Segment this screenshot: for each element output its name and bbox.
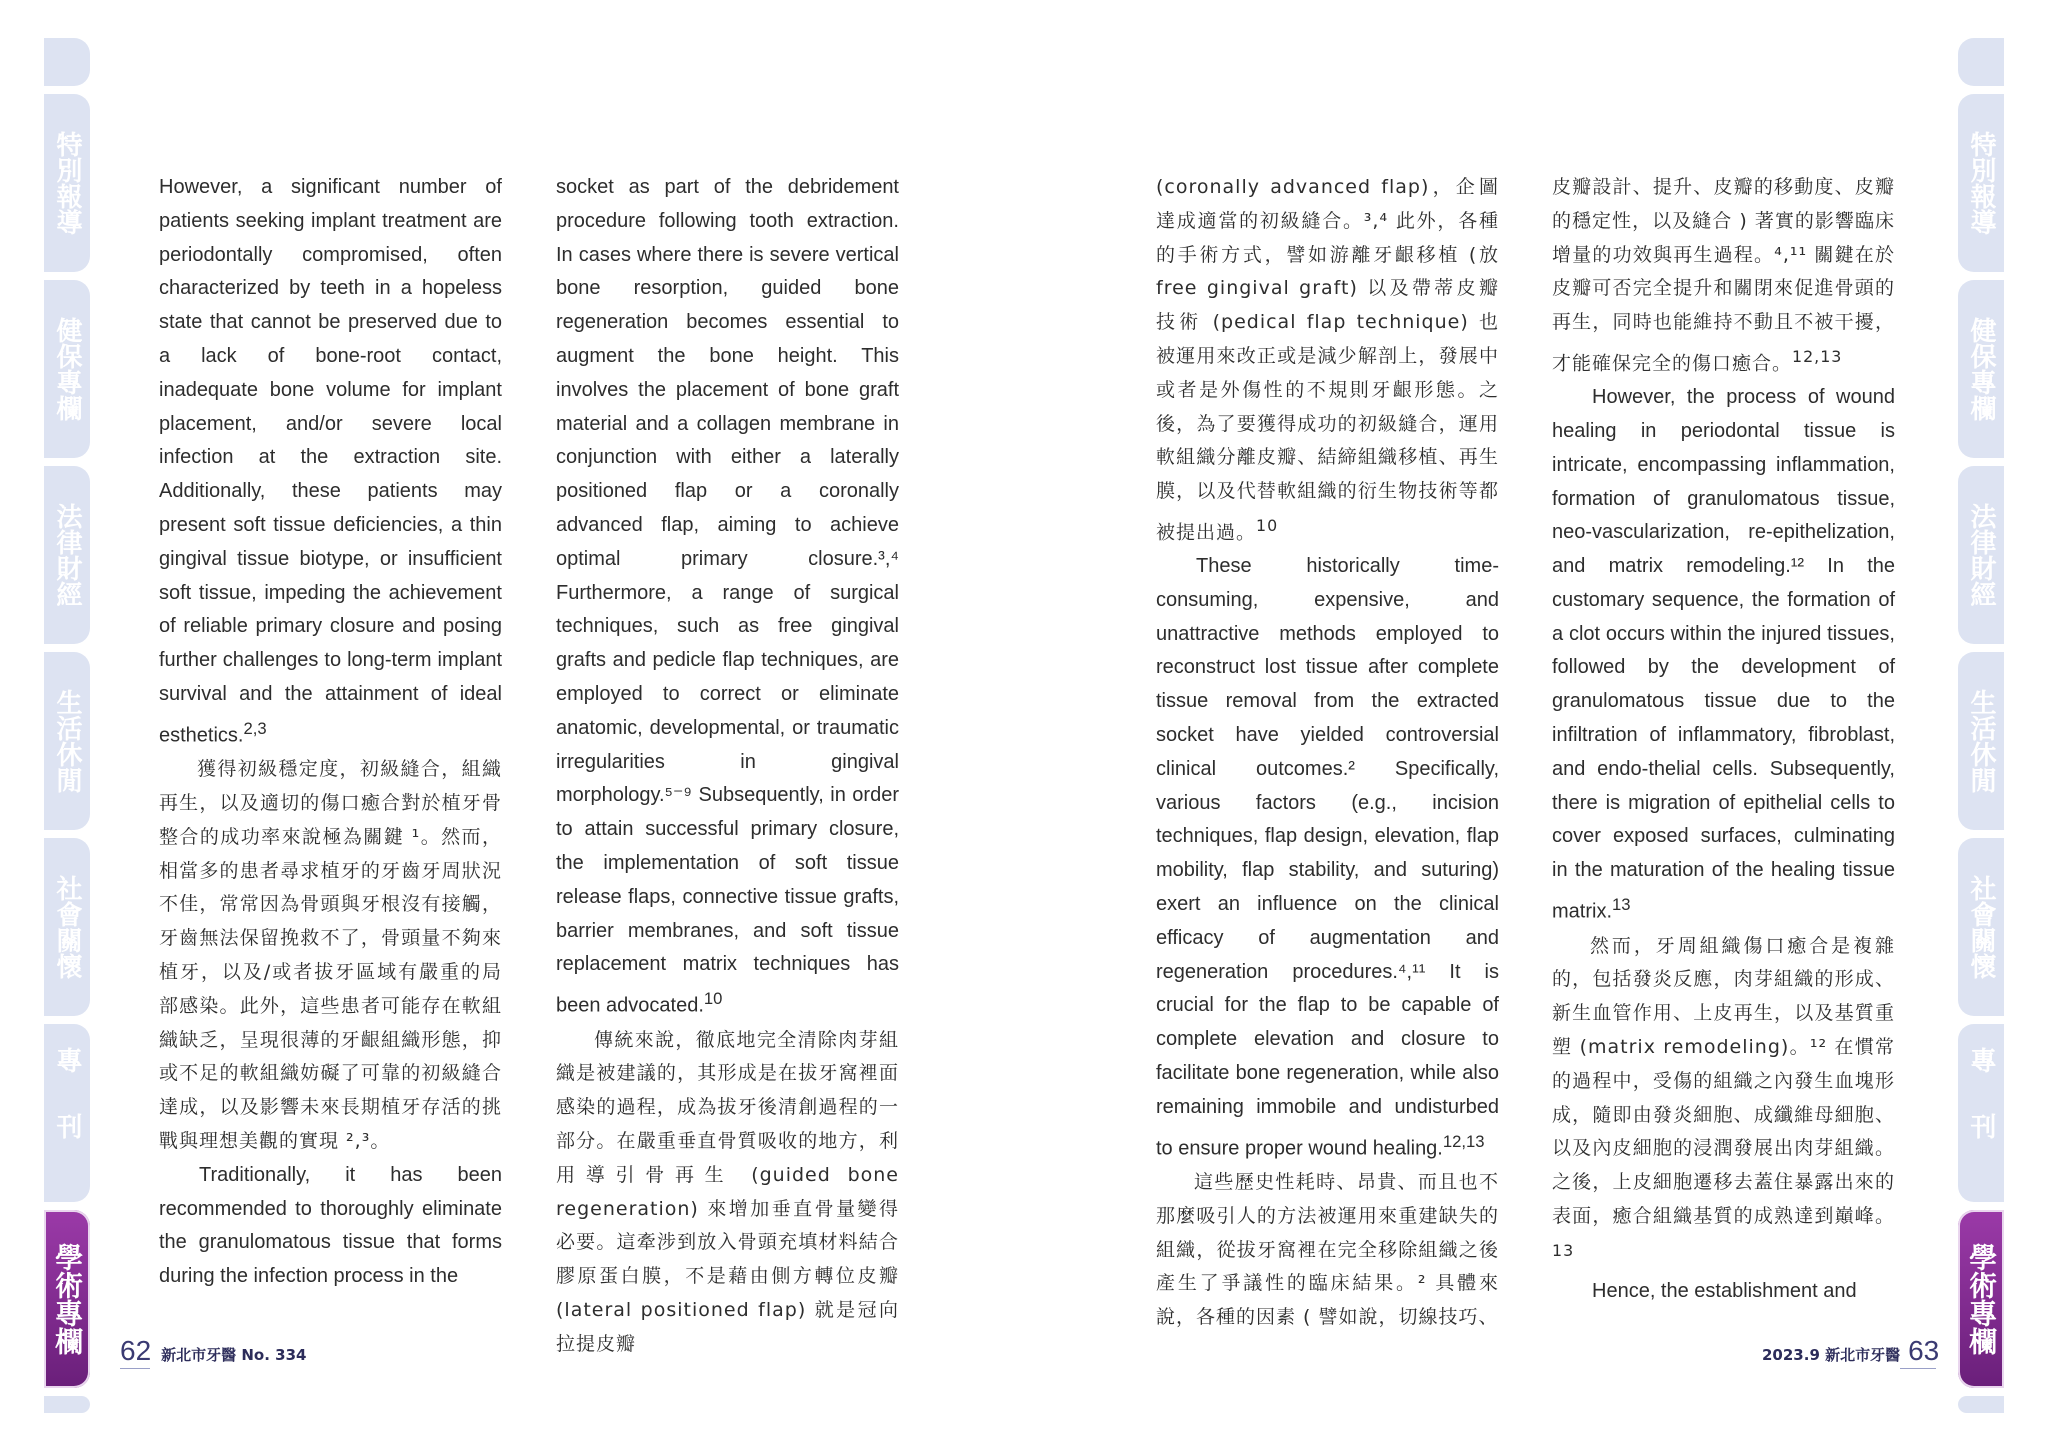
tab-label: 法律財經 (1966, 503, 1997, 607)
right-section-tabs (1958, 38, 2004, 1413)
tab-label: 學術專欄 (1966, 1243, 1998, 1355)
paragraph: Traditionally, it has been recommended to thoroughly eliminate the granulomatous tissue that forms during the infection process in the (159, 1163, 502, 1288)
page-number: 62 (120, 1335, 152, 1366)
page-footer-left (120, 1335, 306, 1367)
left-section-tabs (44, 38, 90, 1413)
tab-special-issue[interactable] (44, 1024, 90, 1202)
magazine-name: 新北市牙醫 No. 334 (161, 1346, 307, 1364)
tab-label: 專刊 (1966, 1047, 1997, 1179)
tab-blank (1958, 1396, 2004, 1413)
page-footer-right (1762, 1335, 1939, 1367)
tab-special-report[interactable] (1958, 94, 2004, 272)
tab-law-finance[interactable] (44, 466, 90, 644)
text-column-3 (1156, 171, 1499, 1335)
text-column-1 (159, 171, 502, 1294)
tab-special-report[interactable] (44, 94, 90, 272)
tab-blank (1958, 38, 2004, 86)
tab-label: 特別報導 (1966, 131, 1997, 235)
tab-social-care[interactable] (1958, 838, 2004, 1016)
tab-leisure[interactable] (1958, 652, 2004, 830)
paragraph: These historically time-consuming, expensive, and unattractive methods employed to reconstruct lost tissue after complete tissue removal from the extracted socket have yielded controversial clinical outcomes.² Specifically, various factors (e.g., incision techniques, flap design, elevation, flap mobility, flap stability, and suturing) exert an influence on the clinical efficacy of augmentation and regeneration procedures.⁴,¹¹ It is crucial for the flap to be capable of complete elevation and closure to facilitate bone regeneration, while also remaining immobile and undisturbed to ensure proper wound healing.$^{12,13}$ (1156, 555, 1499, 1160)
tab-special-issue[interactable] (1958, 1024, 2004, 1202)
text-column-4 (1552, 171, 1895, 1309)
paragraph: 這些歷史性耗時、昂貴、而且也不那麼吸引人的方法被運用來重建缺失的組織，從拔牙窩裡在完全移除組織之後產生了爭議性的臨床結果。² 具體來說，各種的因素 ( 譬如說，切線技巧、 (1156, 1171, 1499, 1329)
tab-academic[interactable] (44, 1210, 90, 1388)
footer-rule (120, 1368, 150, 1369)
tab-label: 學術專欄 (52, 1243, 84, 1355)
paragraph: 傳統來說，徹底地完全清除肉芽組織是被建議的，其形成是在拔牙窩裡面感染的過程，成為拔牙後清創過程的一部分。在嚴重垂直骨質吸收的地方，利用導引骨再生 (guided bone regeneration) 來增加垂直骨量變得必要。這牽涉到放入骨頭充填材料結合膠原蛋白膜，不是藉由側方轉位皮瓣 (lateral positioned flap) 就是冠向拉提皮瓣 (556, 1028, 899, 1355)
paragraph: However, a significant number of patients seeking implant treatment are periodontally compromised, often characterized by teeth in a hopeless state that cannot be preserved due to a lack of bone-root contact, inadequate bone volume for implant placement, and/or severe local infection at the extraction site. Additionally, these patients may present soft tissue deficiencies, a thin gingival tissue biotype, or insufficient soft tissue, impeding the achievement of reliable primary closure and posing further challenges to long-term implant survival and the attainment of ideal esthetics.$^{2,3}$ (159, 176, 502, 747)
tab-label: 健保專欄 (1966, 317, 1997, 421)
tab-blank (44, 1396, 90, 1413)
tab-label: 生活休閒 (1966, 689, 1997, 793)
tab-label: 專刊 (52, 1047, 83, 1179)
tab-academic[interactable] (1958, 1210, 2004, 1388)
tab-label: 特別報導 (52, 131, 83, 235)
paragraph: Hence, the establishment and (1592, 1279, 1857, 1302)
tab-label: 法律財經 (52, 503, 83, 607)
paragraph: 然而，牙周組織傷口癒合是複雜的，包括發炎反應，肉芽組織的形成、新生血管作用、上皮再生，以及基質重塑 (matrix remodeling)。¹² 在慣常的過程中，受傷的組織之內發生血塊形成，隨即由發炎細胞、成纖維母細胞、以及內皮細胞的浸潤發展出肉芽組織。之後，上皮細胞遷移去蓋住暴露出來的表面，癒合組織基質的成熟達到巔峰。$^{13}$ (1552, 934, 1895, 1260)
paragraph: 皮瓣設計、提升、皮瓣的移動度、皮瓣的穩定性，以及縫合 ) 著實的影響臨床增量的功效與再生過程。⁴,¹¹ 關鍵在於皮瓣可否完全提升和關閉來促進骨頭的再生，同時也能維持不動且不被干擾，才能確保完全的傷口癒合。$^{12,13}$ (1552, 176, 1895, 375)
page-number: 63 (1908, 1335, 1940, 1366)
tab-label: 生活休閒 (52, 689, 83, 793)
tab-leisure[interactable] (44, 652, 90, 830)
tab-social-care[interactable] (44, 838, 90, 1016)
footer-rule (1900, 1368, 1936, 1369)
tab-label: 社會關懷 (1966, 875, 1997, 979)
paragraph: However, the process of wound healing in periodontal tissue is intricate, encompassing inflammation, formation of granulomatous tissue, neo-vascularization, re-epithelization, and matrix remodeling.¹² In the customary sequence, the formation of a clot occurs within the injured tissues, followed by the development of granulomatous tissue due to the infiltration of inflammatory, fibroblast, and endo-thelial cells. Subsequently, there is migration of epithelial cells to cover exposed surfaces, culminating in the maturation of the healing tissue matrix.$^{13}$ (1552, 386, 1895, 923)
paragraph: socket as part of the debridement procedure following tooth extraction. In cases where there is severe vertical bone resorption, guided bone regeneration becomes essential to augment the bone height. This involves the placement of bone graft material and a collagen membrane in conjunction with either a laterally positioned flap or a coronally advanced flap, aiming to achieve optimal primary closure.³,⁴ Furthermore, a range of surgical techniques, such as free gingival grafts and pedicle flap techniques, are employed to correct or eliminate anatomic, developmental, or traumatic irregularities in gingival morphology.⁵⁻⁹ Subsequently, in order to attain successful primary closure, the implementation of soft tissue release flaps, connective tissue grafts, barrier membranes, and soft tissue replacement matrix techniques has been advocated.$^{10}$ (556, 176, 899, 1017)
tab-label: 健保專欄 (52, 317, 83, 421)
tab-law-finance[interactable] (1958, 466, 2004, 644)
tab-health-insurance[interactable] (1958, 280, 2004, 458)
paragraph: 獲得初級穩定度，初級縫合，組織再生，以及適切的傷口癒合對於植牙骨整合的成功率來說極為關鍵 ¹。然而，相當多的患者尋求植牙的牙齒牙周狀況不佳，常常因為骨頭與牙根沒有接觸，牙齒無法保留挽救不了，骨頭量不夠來植牙，以及/或者拔牙區域有嚴重的局部感染。此外，這些患者可能存在軟組織缺乏，呈現很薄的牙齦組織形態，抑或不足的軟組織妨礙了可靠的初級縫合達成，以及影響未來長期植牙存活的挑戰與理想美觀的實現 ²,³。 (159, 758, 502, 1152)
tab-special-report[interactable] (44, 38, 90, 86)
tab-health-insurance[interactable] (44, 280, 90, 458)
tab-label: 社會關懷 (52, 875, 83, 979)
magazine-name: 2023.9 新北市牙醫 (1762, 1346, 1901, 1364)
text-column-2 (556, 171, 899, 1362)
paragraph: (coronally advanced flap)，企圖達成適當的初級縫合。³,⁴ 此外，各種的手術方式，譬如游離牙齦移植 (放free gingival graft) 以及帶蒂皮瓣技術 (pedical flap technique) 也被運用來改正或是減少解剖上，發展中或者是外傷性的不規則牙齦形態。之後，為了要獲得成功的初級縫合，運用軟組織分離皮瓣、結締組織移植、再生膜，以及代替軟組織的衍生物技術等都被提出過。$^{10}$ (1156, 176, 1499, 544)
